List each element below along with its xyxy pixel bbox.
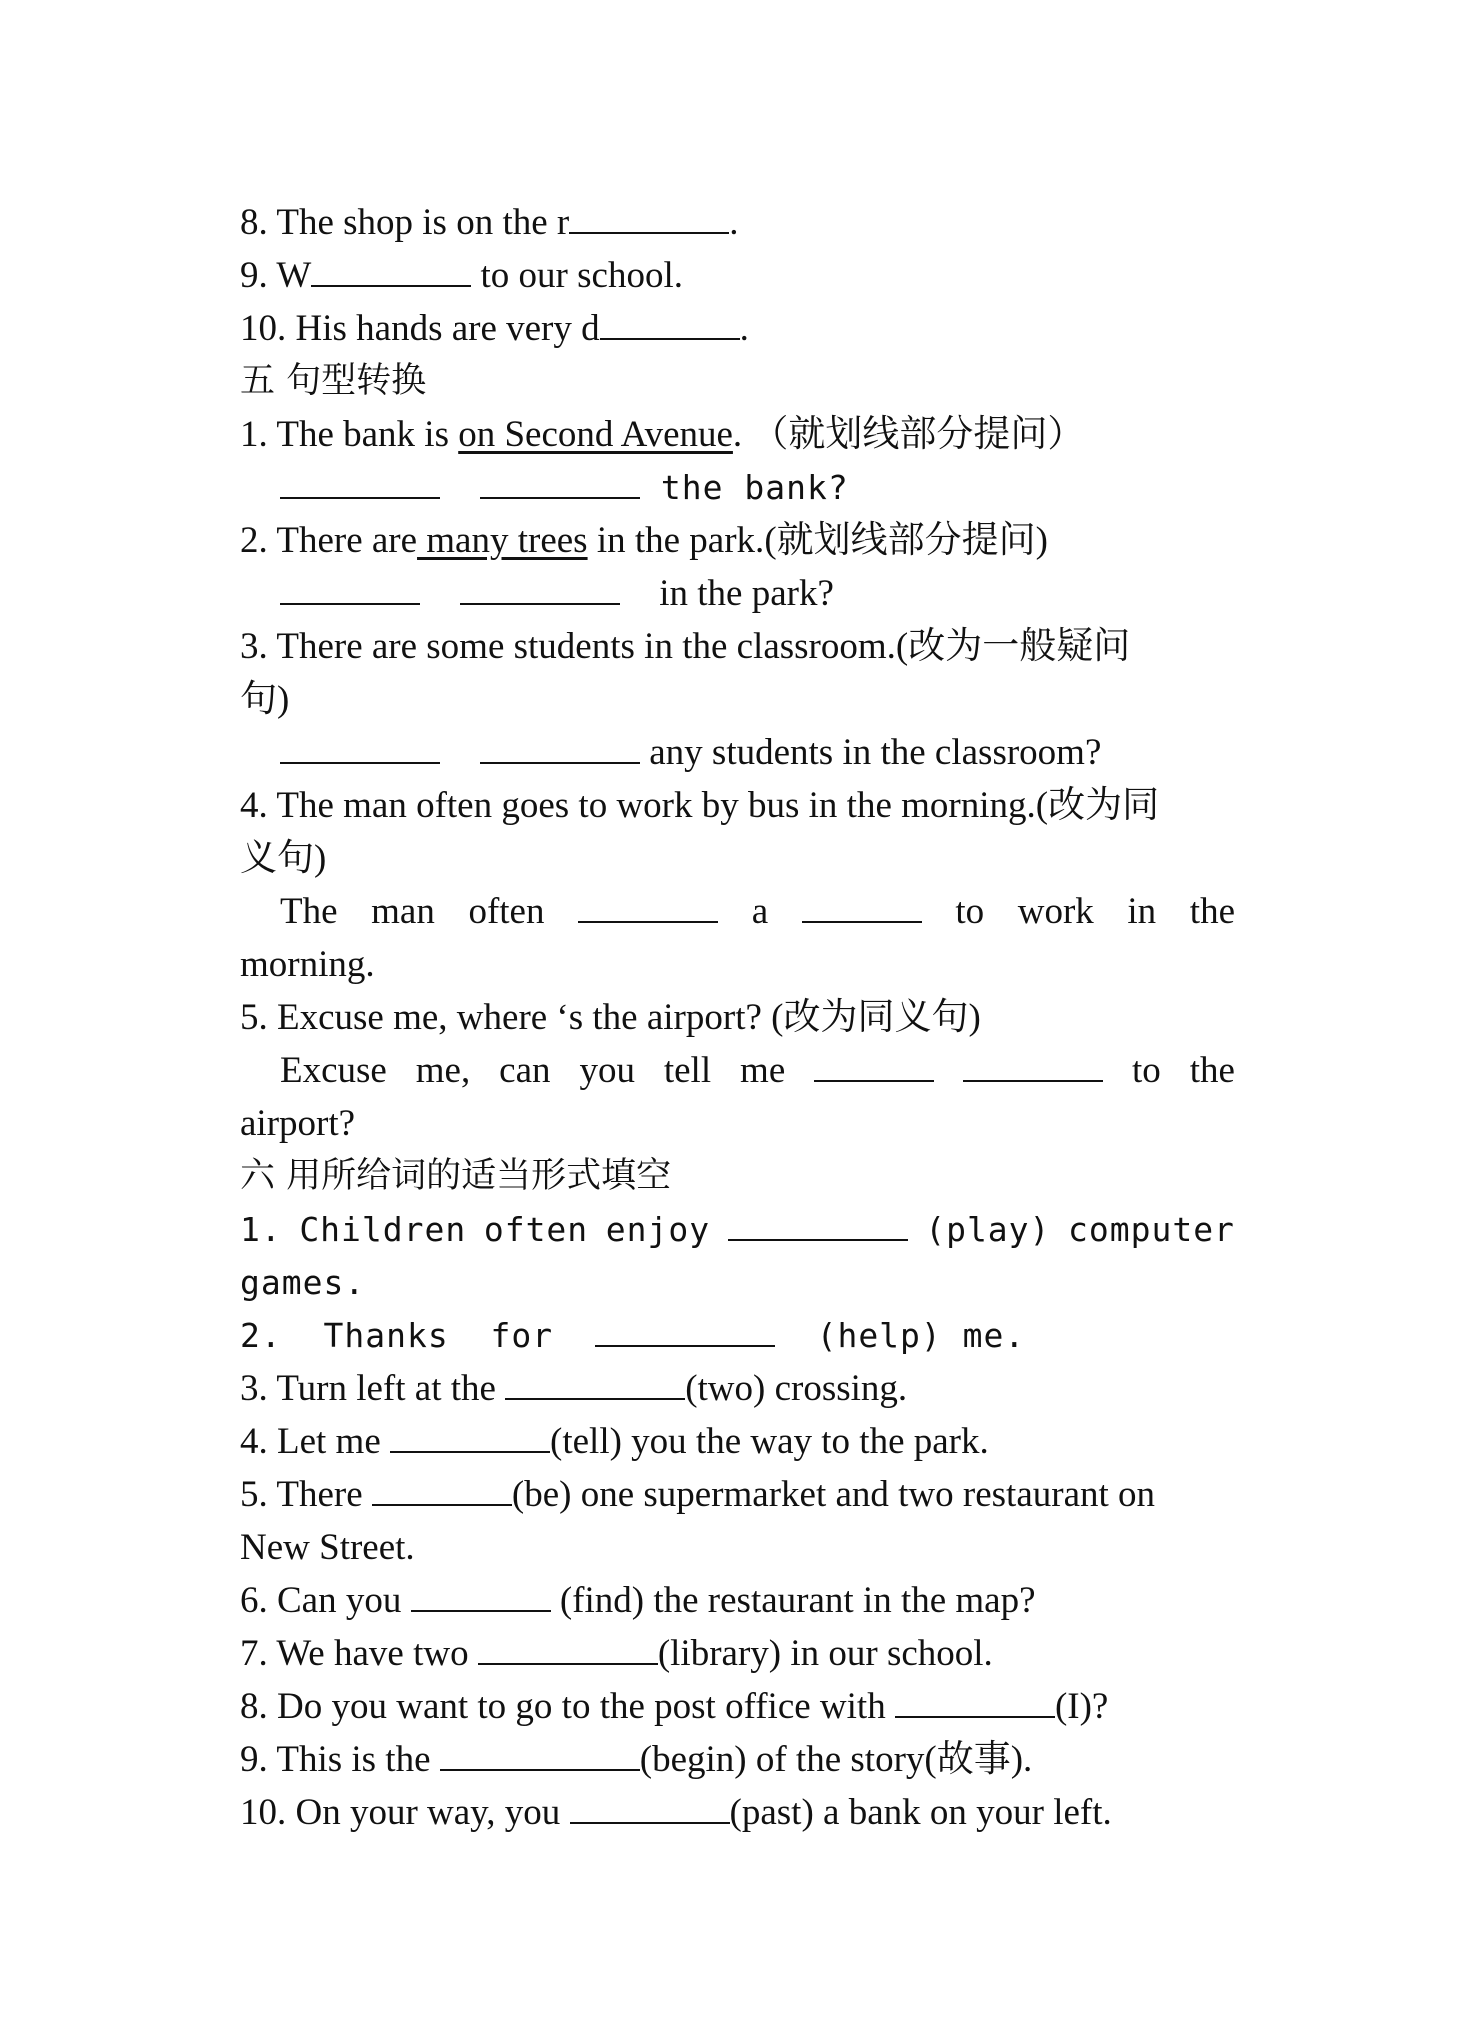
answer-blank[interactable] <box>570 1792 730 1824</box>
section-heading-5: 五 句型转换 <box>240 361 427 401</box>
q-num: 4. <box>240 785 268 826</box>
underlined-phrase: many trees <box>417 520 588 561</box>
q-num: 6. <box>240 1580 268 1621</box>
answer-blank[interactable] <box>963 1050 1103 1082</box>
p6-q9 <box>240 1733 1235 1786</box>
section-heading-6: 六 用所给词的适当形式填空 <box>240 1156 672 1196</box>
p5-q3-cont: 句) <box>240 679 290 720</box>
p6-q1-cont: games. <box>240 1263 366 1302</box>
q-word: Thanks <box>323 1316 449 1355</box>
answer-word: in <box>1127 891 1157 932</box>
q-num: 9. <box>240 255 268 296</box>
p5-q2 <box>240 514 1235 567</box>
answer-blank[interactable] <box>569 202 729 234</box>
answer-blank[interactable] <box>505 1368 685 1400</box>
q-text: There are some students in the classroom.(改为一般疑问 <box>276 626 1131 667</box>
q-text: Turn left at the <box>276 1368 496 1409</box>
q-text: (I)? <box>1054 1686 1109 1727</box>
p5-q4 <box>240 779 1235 832</box>
answer-word: The <box>280 891 338 932</box>
q-text: (past) a bank on your left. <box>729 1792 1112 1833</box>
p5-q4-answer <box>240 885 1235 938</box>
q-text: Can you <box>277 1580 402 1621</box>
q-word: computer <box>1067 1210 1235 1249</box>
answer-blank[interactable] <box>440 1739 640 1771</box>
q-num: 8. <box>240 202 268 243</box>
answer-word: often <box>468 891 545 932</box>
q-word: Children <box>299 1210 467 1249</box>
answer-word: me, <box>415 1050 471 1091</box>
p6-q10 <box>240 1786 1235 1839</box>
q-num: 10. <box>240 1792 287 1833</box>
q-text: (tell) you the way to the park. <box>550 1421 989 1462</box>
answer-blank[interactable] <box>600 308 740 340</box>
answer-blank[interactable] <box>460 573 620 605</box>
answer-word: Excuse <box>280 1050 387 1091</box>
p5-q5-answer <box>240 1044 1235 1097</box>
q-num: 10. <box>240 308 287 349</box>
underlined-phrase: on Second Avenue <box>458 414 733 455</box>
q-num: 5. <box>240 1474 268 1515</box>
q-num: 3. <box>240 626 268 667</box>
q-num: 5. <box>240 997 268 1038</box>
answer-word: tell <box>663 1050 712 1091</box>
p5-q5 <box>240 991 1235 1044</box>
answer-blank[interactable] <box>480 732 640 764</box>
p6-q5 <box>240 1468 1235 1521</box>
q-text: We have two <box>276 1633 469 1674</box>
q-text: (be) one supermarket and two restaurant on <box>511 1474 1156 1515</box>
answer-tail: in the park? <box>659 573 834 614</box>
q-num: 3. <box>240 1368 268 1409</box>
q-text: Do you want to go to the post office with <box>277 1686 886 1727</box>
p5-q4-cont: 义句) <box>240 838 327 879</box>
answer-word: the <box>1189 891 1235 932</box>
p5-q4-answer-cont: morning. <box>240 944 375 985</box>
q-word: enjoy <box>605 1210 711 1249</box>
q-text: There <box>276 1474 363 1515</box>
answer-word: you <box>579 1050 635 1091</box>
p4-q9 <box>240 249 1235 302</box>
p5-q1 <box>240 408 1235 461</box>
q-text: There are <box>276 520 418 561</box>
worksheet-content <box>240 196 1235 1839</box>
q-text: This is the <box>276 1739 431 1780</box>
answer-word: can <box>499 1050 551 1091</box>
answer-blank[interactable] <box>478 1633 658 1665</box>
q-num: 4. <box>240 1421 268 1462</box>
answer-blank[interactable] <box>280 467 440 499</box>
instruction-note: (就划线部分提问) <box>764 520 1048 561</box>
p6-q5-cont: New Street. <box>240 1527 415 1568</box>
q-text: to our school. <box>480 255 683 296</box>
answer-word: man <box>371 891 435 932</box>
p6-q1 <box>240 1203 1235 1256</box>
q-text: (begin) of the story(故事). <box>639 1739 1033 1780</box>
p5-q2-answer <box>240 567 1235 620</box>
q-num: 2. <box>240 520 268 561</box>
q-text: Excuse me, where ‘s the airport? (改为同义句) <box>277 997 981 1038</box>
answer-blank[interactable] <box>595 1315 775 1347</box>
answer-blank[interactable] <box>578 891 718 923</box>
q-text: (find) the restaurant in the map? <box>559 1580 1036 1621</box>
answer-blank[interactable] <box>280 732 440 764</box>
q-text: (two) crossing. <box>685 1368 908 1409</box>
q-num: 1. <box>240 414 268 455</box>
answer-blank[interactable] <box>802 891 922 923</box>
p6-q3 <box>240 1362 1235 1415</box>
q-num: 2. <box>240 1316 282 1355</box>
q-text: Let me <box>277 1421 381 1462</box>
answer-blank[interactable] <box>372 1474 512 1506</box>
answer-word: work <box>1017 891 1094 932</box>
q-text: . <box>729 202 739 243</box>
answer-word: a <box>751 891 769 932</box>
q-num: 7. <box>240 1633 268 1674</box>
instruction-note: （就划线部分提问） <box>751 414 1085 455</box>
answer-blank[interactable] <box>311 255 471 287</box>
p6-q2 <box>240 1309 1235 1362</box>
p4-q10 <box>240 302 1235 355</box>
answer-word: to <box>955 891 985 932</box>
q-text: On your way, you <box>295 1792 561 1833</box>
answer-tail: any students in the classroom? <box>649 732 1102 773</box>
answer-blank[interactable] <box>728 1209 908 1241</box>
p6-q7 <box>240 1627 1235 1680</box>
p5-q1-answer <box>240 461 1235 514</box>
q-num: 8. <box>240 1686 268 1727</box>
answer-blank[interactable] <box>895 1686 1055 1718</box>
answer-blank[interactable] <box>480 467 640 499</box>
q-word: for <box>490 1316 554 1355</box>
answer-blank[interactable] <box>390 1421 550 1453</box>
word-hint: (help) <box>816 1316 942 1355</box>
q-text: The man often goes to work by bus in the morning.(改为同 <box>276 785 1160 826</box>
p6-q8 <box>240 1680 1235 1733</box>
q-text: in the park. <box>587 520 765 561</box>
answer-blank[interactable] <box>280 573 420 605</box>
p6-q6 <box>240 1574 1235 1627</box>
p4-q8 <box>240 196 1235 249</box>
answer-word: the <box>1189 1050 1235 1091</box>
answer-word: to <box>1132 1050 1161 1091</box>
word-hint: (play) <box>925 1210 1051 1249</box>
p5-q5-answer-cont: airport? <box>240 1103 356 1144</box>
p5-q3-answer <box>240 726 1235 779</box>
q-text: The shop is on the r <box>276 202 570 243</box>
q-text: . <box>732 414 743 455</box>
answer-blank[interactable] <box>411 1580 551 1612</box>
answer-tail: the bank? <box>660 468 849 507</box>
p6-q4 <box>240 1415 1235 1468</box>
q-num: 1. <box>240 1210 282 1249</box>
q-text: . <box>739 308 749 349</box>
answer-word: me <box>740 1050 786 1091</box>
q-word: often <box>483 1210 589 1249</box>
q-num: 9. <box>240 1739 268 1780</box>
p5-q3 <box>240 620 1235 673</box>
q-text: W <box>276 255 312 296</box>
q-text: His hands are very d <box>295 308 600 349</box>
q-text: The bank is <box>276 414 459 455</box>
q-word: me. <box>962 1316 1026 1355</box>
answer-blank[interactable] <box>814 1050 934 1082</box>
q-text: (library) in our school. <box>657 1633 993 1674</box>
